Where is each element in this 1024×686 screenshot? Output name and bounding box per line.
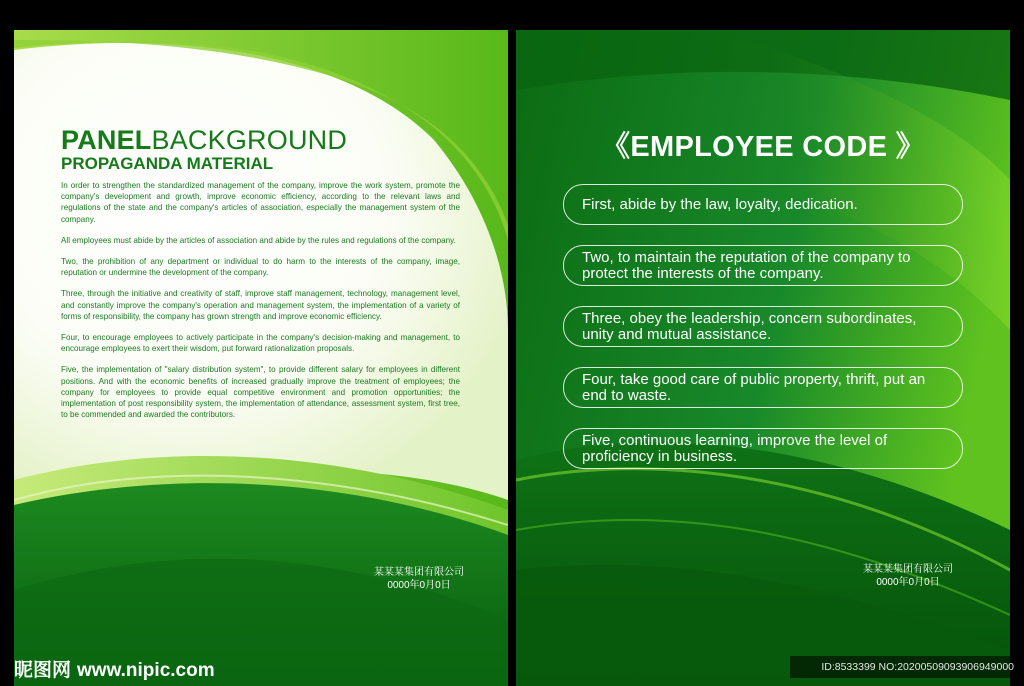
title-rest-part: BACKGROUND bbox=[151, 125, 348, 155]
code-item-5: Five, continuous learning, improve the level of proficiency in business. bbox=[563, 428, 963, 469]
paragraph-4: Four, to encourage employees to actively participate in the company's decision-making and management, to encourage employees to exert their wisdom, put forward rationalization proposals. bbox=[61, 333, 460, 354]
left-title-block bbox=[61, 126, 347, 174]
left-body-text bbox=[61, 180, 460, 430]
paragraph-3: Three, through the initiative and creativity of staff, improve staff management, technology, management level, and constantly improve the company's operation and management system, the implementation of a variety of forms of responsibility, the company has grown strength and improve economic efficiency. bbox=[61, 289, 460, 321]
right-footer bbox=[848, 563, 968, 589]
employee-code-title: 《EMPLOYEE CODE 》 bbox=[601, 131, 925, 163]
panel-title bbox=[61, 126, 347, 154]
left-brochure-panel bbox=[14, 30, 508, 686]
left-footer bbox=[364, 566, 474, 592]
paragraph-1: All employees must abide by the articles of association and abide by the rules and regulations of the company. bbox=[61, 235, 456, 245]
code-item-1: First, abide by the law, loyalty, dedication. bbox=[563, 184, 963, 225]
site-watermark bbox=[14, 655, 215, 682]
company-name: 某某某集团有限公司 bbox=[374, 567, 464, 578]
company-name: 某某某集团有限公司 bbox=[863, 564, 953, 575]
panel-subtitle: PROPAGANDA MATERIAL bbox=[61, 154, 274, 173]
footer-date: 0000年0月0日 bbox=[387, 580, 451, 591]
paragraph-2: Two, the prohibition of any department or individual to do harm to the interests of the company, image, reputation or undermine the development of the company. bbox=[61, 257, 460, 278]
title-bold-part: PANEL bbox=[61, 125, 152, 155]
paragraph-5: Five, the implementation of "salary distribution system", to provide different salary for employees in different positions. And with the economic benefits of increased gradually improve the treatment of employees; the company for employees to provide equal competitive environment and promotion opportunities; the implementation of post responsibility system, the implementation of attendance, assessment system, first tree, to be commended and awarded the contributors. bbox=[61, 365, 460, 420]
paragraph-intro: In order to strengthen the standardized management of the company, improve the work system, promote the company's development and growth, improve economic efficiency, according to the relevant laws and regulations of the state and the company's articles of association, especially the management system of the company. bbox=[61, 181, 460, 224]
right-brochure-panel bbox=[516, 30, 1010, 686]
site-url: www.nipic.com bbox=[77, 660, 215, 681]
image-id-watermark: ID:8533399 NO:20200509093906949000 bbox=[790, 656, 1020, 678]
code-item-2: Two, to maintain the reputation of the company to protect the interests of the company. bbox=[563, 245, 963, 286]
nipic-logo: 昵图网 bbox=[14, 660, 72, 681]
footer-date: 0000年0月0日 bbox=[876, 577, 940, 588]
code-item-3: Three, obey the leadership, concern subordinates, unity and mutual assistance. bbox=[563, 306, 963, 347]
code-item-4: Four, take good care of public property, thrift, put an end to waste. bbox=[563, 367, 963, 408]
